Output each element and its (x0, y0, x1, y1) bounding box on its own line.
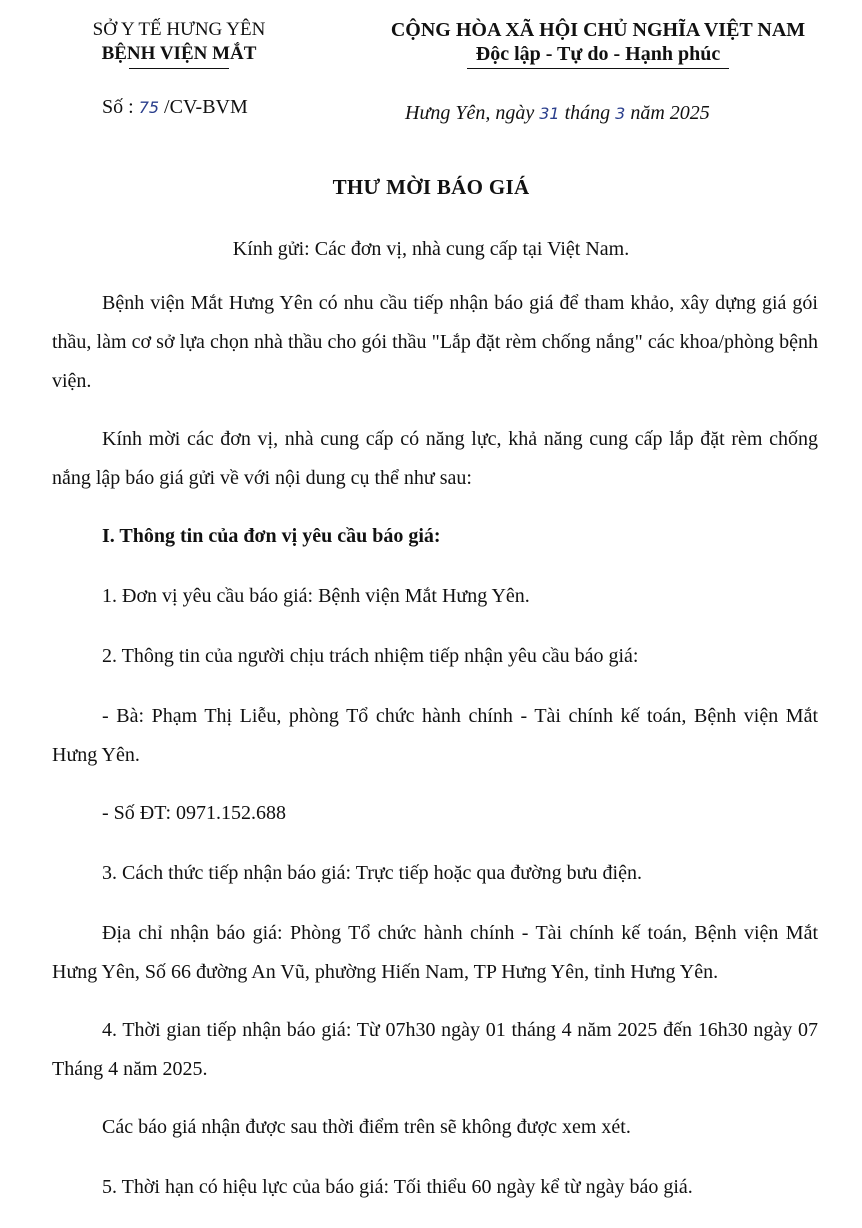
country-name: CỘNG HÒA XÃ HỘI CHỦ NGHĨA VIỆT NAM (390, 19, 806, 41)
intro-paragraph: Bệnh viện Mắt Hưng Yên có nhu cầu tiếp nhận báo giá để tham khảo, xây dựng giá gói thầu, làm cơ sở lựa chọn nhà thầu cho gói thầu "Lắp đặt rèm chống nắng" các khoa/phòng bệnh viện. (52, 292, 818, 392)
date-month-label: tháng (559, 102, 616, 124)
national-motto-block (348, 18, 848, 69)
issuer-department: SỞ Y TẾ HƯNG YÊN (92, 19, 266, 40)
date-year-label: năm 2025 (625, 102, 710, 124)
validity-item: 5. Thời hạn có hiệu lực của báo giá: Tối thiểu 60 ngày kể từ ngày báo giá. (102, 1176, 693, 1198)
handwritten-day: 31 (539, 104, 560, 123)
motto-underline (467, 68, 729, 69)
handwritten-number: 75 (138, 98, 160, 117)
receipt-method-item: 3. Cách thức tiếp nhận báo giá: Trực tiếp hoặc qua đường bưu điện. (102, 862, 642, 884)
issuer-block (40, 18, 318, 69)
document-number-suffix: /CV-BVM (159, 96, 248, 118)
date-place-day-label: Hưng Yên, ngày (405, 102, 540, 124)
contact-person: - Bà: Phạm Thị Liễu, phòng Tổ chức hành chính - Tài chính kế toán, Bệnh viện Mắt Hưng Yên. (52, 705, 818, 766)
motto: Độc lập - Tự do - Hạnh phúc (475, 43, 721, 65)
recipient-line: Kính gửi: Các đơn vị, nhà cung cấp tại Việt Nam. (232, 238, 630, 260)
late-submission-note: Các báo giá nhận được sau thời điểm trên sẽ không được xem xét. (102, 1116, 631, 1138)
issuer-underline (129, 68, 229, 69)
document-body (52, 284, 818, 1228)
requesting-unit-item: 1. Đơn vị yêu cầu báo giá: Bệnh viện Mắt Hưng Yên. (102, 585, 530, 607)
place-and-date (405, 102, 710, 125)
contact-phone: - Số ĐT: 0971.152.688 (102, 802, 287, 824)
document-number (102, 96, 248, 119)
document-title: THƯ MỜI BÁO GIÁ (332, 175, 530, 199)
issuer-hospital: BỆNH VIỆN MẮT (101, 43, 257, 64)
receipt-time-item: 4. Thời gian tiếp nhận báo giá: Từ 07h30 ngày 01 tháng 4 năm 2025 đến 16h30 ngày 07 Tháng 4 năm 2025. (52, 1019, 818, 1080)
invitation-paragraph: Kính mời các đơn vị, nhà cung cấp có năng lực, khả năng cung cấp lắp đặt rèm chống nắng lập báo giá gửi về với nội dung cụ thể như sau: (52, 428, 818, 489)
section-heading: I. Thông tin của đơn vị yêu cầu báo giá: (102, 525, 441, 547)
contact-info-item: 2. Thông tin của người chịu trách nhiệm tiếp nhận yêu cầu báo giá: (102, 645, 639, 667)
document-number-prefix: Số : (102, 96, 139, 118)
handwritten-month: 3 (615, 104, 626, 123)
receipt-address: Địa chỉ nhận báo giá: Phòng Tổ chức hành chính - Tài chính kế toán, Bệnh viện Mắt Hưng Yên, Số 66 đường An Vũ, phường Hiến Nam, TP Hưng Yên, tỉnh Hưng Yên. (52, 922, 818, 983)
